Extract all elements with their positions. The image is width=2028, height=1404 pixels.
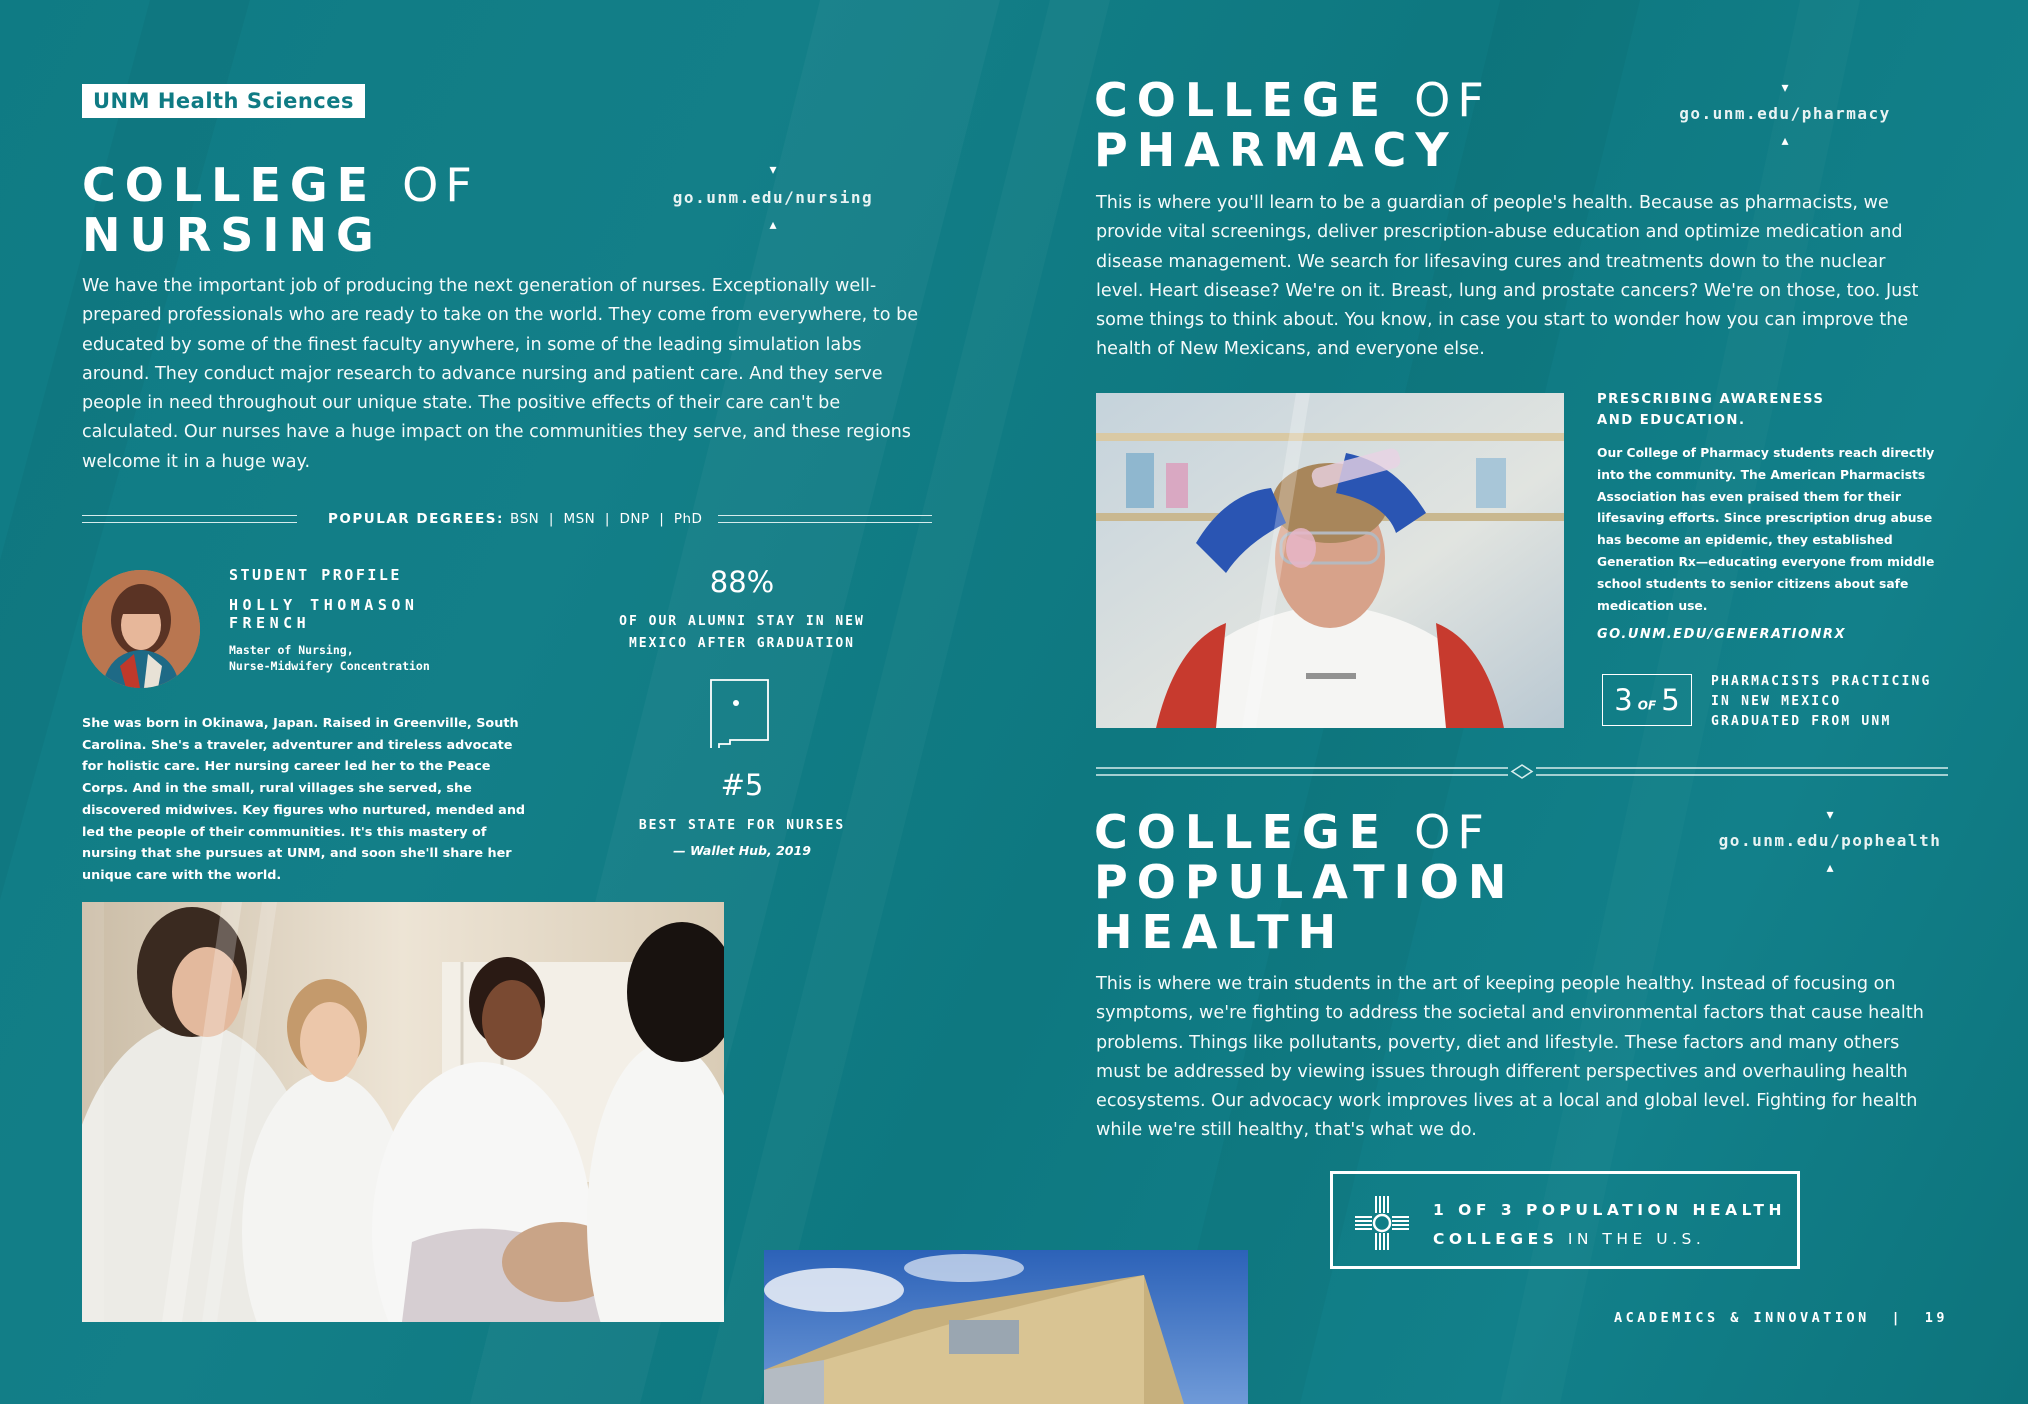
badge-line2-light: IN THE U.S. (1567, 1230, 1706, 1248)
pophealth-title-line2: POPULATION (1094, 855, 1516, 909)
section-divider (1096, 764, 1948, 780)
stat-of: OF (1637, 698, 1657, 713)
pophealth-title-light: OF (1414, 805, 1491, 859)
building-photo (764, 1250, 1248, 1404)
pharmacists-stat-box (1602, 674, 1692, 726)
pharmacy-photo (1096, 393, 1564, 728)
student-name-line1: HOLLY THOMASON (229, 596, 419, 614)
pharmacy-side-heading (1597, 389, 1942, 431)
student-name (229, 596, 529, 632)
student-profile (229, 566, 529, 674)
divider-right (718, 515, 932, 516)
ornament-bottom-icon: ▴ (1826, 859, 1834, 875)
nursing-title-bold: COLLEGE (82, 158, 378, 212)
stat-alumni-value: 88% (709, 565, 775, 599)
pharmacy-side-heading-line1: PRESCRIBING AWARENESS (1597, 392, 1825, 407)
nursing-title-light: OF (402, 158, 479, 212)
stat-alumni-label (592, 611, 892, 655)
ornament-bottom-icon: ▴ (769, 216, 777, 232)
stat-alumni-line2: MEXICO AFTER GRADUATION (628, 636, 855, 651)
pophealth-badge (1330, 1171, 1800, 1269)
pophealth-url-block (1710, 807, 1950, 874)
page-footer (1614, 1310, 1948, 1326)
student-program (229, 642, 529, 674)
pharmacy-title-light: OF (1414, 73, 1491, 127)
student-bio: She was born in Okinawa, Japan. Raised in Greenville, South Carolina. She's a traveler, adventurer and tireless advocate for holistic care. Her nursing career led her to the Peace Corps. And in the small, rural villages she served, she discovered midwives. Key figures who nurtured, mended and led the people of their communities. It's this mastery of nursing that she pursues at UNM, and soon she'll share her unique care with the world. (82, 716, 526, 883)
divider-left-2 (82, 522, 297, 523)
pophealth-title-bold: COLLEGE (1094, 805, 1390, 859)
popular-degrees (328, 511, 702, 527)
pharmacists-stat-label (1711, 672, 1932, 732)
student-avatar (82, 570, 200, 688)
ornament-top-icon: ▾ (1781, 79, 1789, 95)
stat-best-state (592, 768, 892, 858)
footer-section: ACADEMICS & INNOVATION (1614, 1310, 1870, 1326)
pharmacy-title (1094, 75, 1491, 175)
student-profile-heading: STUDENT PROFILE (229, 566, 402, 584)
nursing-students-photo (82, 902, 724, 1322)
stat-num1: 3 (1614, 683, 1633, 717)
pharmacy-side-body: Our College of Pharmacy students reach directly into the community. The American Pharmacists Association has even praised them for their lifesaving efforts. Since prescription drug abuse has become an epidemic, they established Generation Rx—educating everyone from middle school students to senior citizens about safe medication use. (1597, 446, 1935, 613)
divider-left (82, 515, 297, 516)
nursing-title-line2: NURSING (82, 208, 383, 262)
pharmacy-body: This is where you'll learn to be a guardian of people's health. Because as pharmacists, we provide vital screenings, deliver prescription-abuse education and optimize medication and disease management. We search for lifesaving cures and treatments down to the nuclear level. Heart disease? We're on it. Breast, lung and prostate cancers? We're on those, too. Just some things to think about. You know, in case you start to wonder how you can improve the health of New Mexicans, and everyone else. (1096, 193, 1919, 360)
nursing-url[interactable]: go.unm.edu/nursing (672, 188, 874, 207)
badge-line2-bold: COLLEGES (1433, 1230, 1559, 1248)
pharmacy-url-block (1665, 80, 1905, 147)
generationrx-link[interactable]: GO.UNM.EDU/GENERATIONRX (1597, 627, 1846, 643)
badge-line1: 1 OF 3 POPULATION HEALTH (1433, 1201, 1786, 1219)
pharmacy-url[interactable]: go.unm.edu/pharmacy (1679, 104, 1891, 123)
new-mexico-map-icon (706, 678, 772, 748)
zia-sun-icon (1353, 1194, 1411, 1252)
ornament-top-icon: ▾ (1826, 806, 1834, 822)
pharm-stat-line3: GRADUATED FROM UNM (1711, 714, 1892, 729)
pharmacy-sidebar (1597, 389, 1942, 642)
stat-best-state-label: BEST STATE FOR NURSES (638, 818, 846, 833)
popular-degrees-list: BSN | MSN | DNP | PhD (510, 511, 703, 527)
nursing-url-block (660, 162, 886, 231)
nursing-body: We have the important job of producing the next generation of nurses. Exceptionally well-prepared professionals who are ready to take on the world. They come from everywhere, to be educated by some of the finest faculty anywhere, in some of the leading simulation labs around. They conduct major research to advance nursing and patient care. And they serve people in need throughout our unique state. The positive effects of their care can't be calculated. Our nurses have a huge impact on the communities they serve, and these regions welcome it in a huge way. (82, 276, 919, 472)
student-name-line2: FRENCH (229, 614, 311, 632)
pharmacy-title-line2: PHARMACY (1094, 123, 1458, 177)
pharm-stat-line2: IN NEW MEXICO (1711, 694, 1842, 709)
stat-best-state-value: #5 (720, 768, 764, 802)
ornament-bottom-icon: ▴ (1781, 132, 1789, 148)
pharmacy-title-bold: COLLEGE (1094, 73, 1390, 127)
footer-separator: | (1891, 1310, 1904, 1326)
pophealth-url[interactable]: go.unm.edu/pophealth (1718, 831, 1942, 850)
page-number: 19 (1924, 1310, 1948, 1326)
ornament-top-icon: ▾ (769, 161, 777, 177)
stat-alumni (592, 565, 892, 655)
student-program-line2: Nurse-Midwifery Concentration (229, 659, 430, 673)
pophealth-body: This is where we train students in the art of keeping people healthy. Instead of focusing on symptoms, we're fighting to address the societal and environmental factors that cause health problems. Things like pollutants, poverty, diet and lifestyle. These factors and many others must be addressed by viewing issues through different perspectives and overhauling health ecosystems. Our advocacy work improves lives at a local and global level. Fighting for health while we're still healthy, that's what we do. (1096, 974, 1924, 1141)
stat-num2: 5 (1661, 683, 1680, 717)
pharm-stat-line1: PHARMACISTS PRACTICING (1711, 674, 1932, 689)
stat-best-state-source: — Wallet Hub, 2019 (673, 843, 811, 858)
header-tag: UNM Health Sciences (82, 84, 365, 118)
nursing-title (82, 160, 479, 260)
student-program-line1: Master of Nursing, (229, 643, 354, 657)
divider-right-2 (718, 522, 932, 523)
pharmacy-side-heading-line2: AND EDUCATION. (1597, 413, 1746, 428)
stat-alumni-line1: OF OUR ALUMNI STAY IN NEW (619, 614, 865, 629)
pophealth-title (1094, 807, 1515, 957)
popular-degrees-label: POPULAR DEGREES: (328, 511, 504, 527)
pophealth-title-line3: HEALTH (1094, 905, 1346, 959)
pophealth-badge-text (1433, 1196, 1786, 1254)
